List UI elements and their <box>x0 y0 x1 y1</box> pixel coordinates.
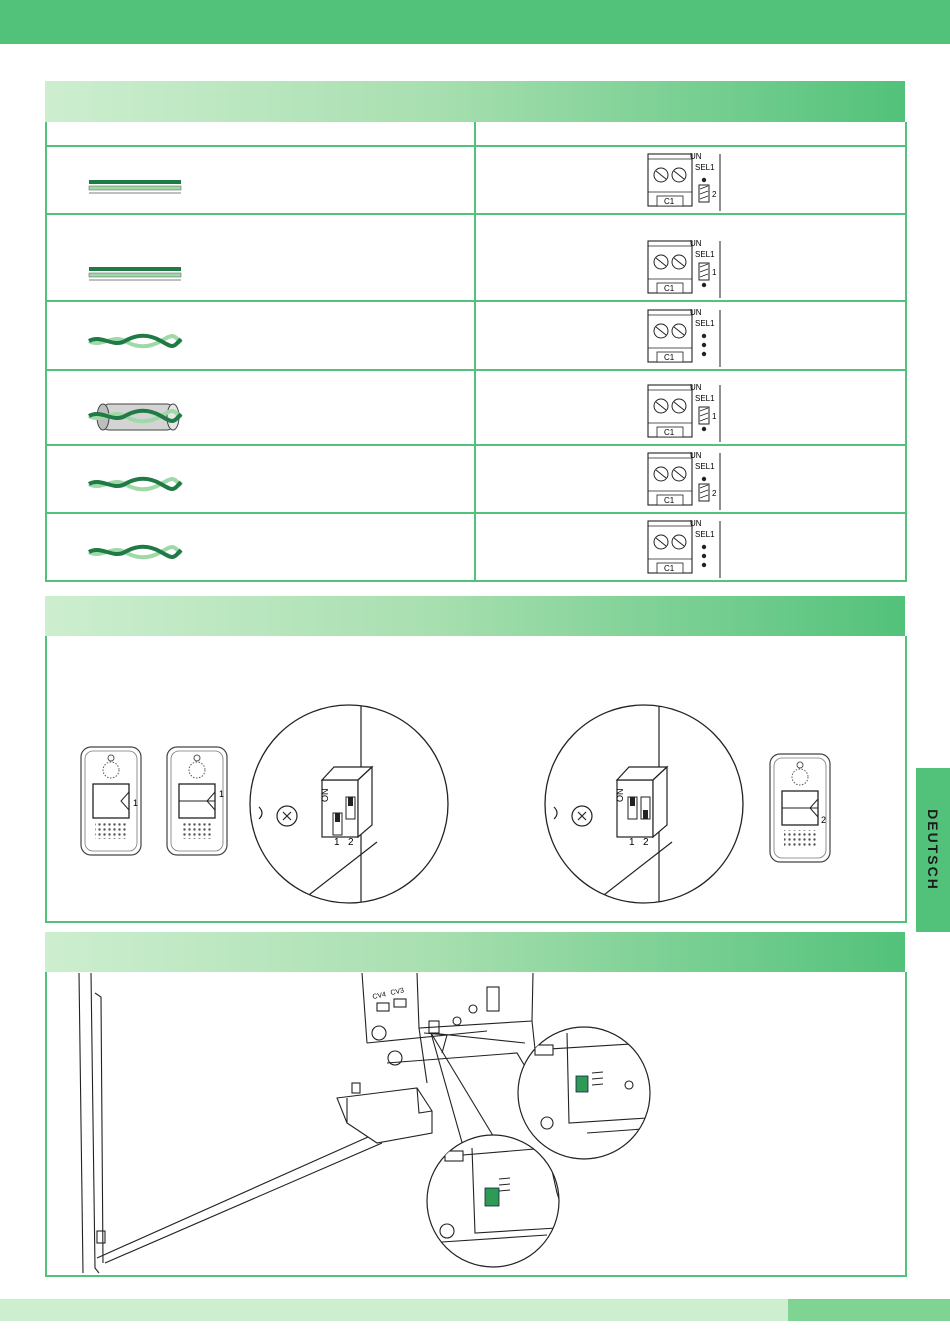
dip-on-label: ON <box>320 788 330 802</box>
un-label: UN <box>690 152 702 161</box>
section-3-header <box>45 932 905 972</box>
dip-switch-illustration <box>47 637 903 920</box>
panel-label: 2 <box>821 815 827 825</box>
sel-label: SEL1 <box>695 462 715 471</box>
jumper-position-label: 1 <box>712 268 717 277</box>
un-label: UN <box>690 383 702 392</box>
sel-label: SEL1 <box>695 530 715 539</box>
bottom-footer-accent <box>788 1299 950 1321</box>
top-header-bar <box>0 0 950 44</box>
section-1-header <box>45 81 905 122</box>
entry-panel-left-a <box>81 747 141 855</box>
entry-panel-right <box>770 754 830 862</box>
un-label: UN <box>690 308 702 317</box>
terminal-label: C1 <box>664 496 675 505</box>
terminal-label: C1 <box>664 284 675 293</box>
un-label: UN <box>690 519 702 528</box>
jumper-position-label: 1 <box>712 412 717 421</box>
jumper-position-label: 2 <box>712 489 717 498</box>
shielded-twisted-cable-icon <box>47 371 474 444</box>
dip-switch-zoom-right <box>545 697 743 917</box>
dip-switch-number: 1 <box>334 837 340 848</box>
sel-label: SEL1 <box>695 250 715 259</box>
section-2-header <box>45 596 905 636</box>
connector-label: CV3 <box>389 987 405 997</box>
terminal-label: C1 <box>664 564 675 573</box>
twisted-pair-cable-icon <box>47 514 474 580</box>
dip-switch-zoom-left <box>250 697 448 917</box>
sel-label: SEL1 <box>695 319 715 328</box>
terminal-label: C1 <box>664 353 675 362</box>
terminal-block-diagram <box>640 371 750 444</box>
dip-switch-number: 2 <box>348 837 354 848</box>
connector-label: CV4 <box>371 991 387 1001</box>
twisted-pair-cable-icon <box>47 446 474 512</box>
terminal-block-diagram <box>640 147 750 213</box>
terminal-block-diagram <box>640 302 750 369</box>
flat-pair-cable-icon <box>47 147 474 213</box>
terminal-block-diagram <box>640 215 750 300</box>
un-label: UN <box>690 451 702 460</box>
dip-switch-number: 2 <box>643 837 649 848</box>
panel-label: 1 <box>219 789 225 799</box>
jumper-zoom-lower <box>427 1135 577 1267</box>
jumper-zoom-upper <box>517 1027 677 1159</box>
panel-label: 1 <box>133 798 139 808</box>
sel-label: SEL1 <box>695 163 715 172</box>
terminal-label: C1 <box>664 428 675 437</box>
entry-panel-left-b <box>167 747 227 855</box>
dip-switch-number: 1 <box>629 837 635 848</box>
terminal-block-diagram <box>640 514 750 580</box>
sel-label: SEL1 <box>695 394 715 403</box>
language-tab-label: DEUTSCH <box>925 809 941 891</box>
dip-on-label: ON <box>615 788 625 802</box>
terminal-label: C1 <box>664 197 675 206</box>
un-label: UN <box>690 239 702 248</box>
flat-pair-cable-icon <box>47 215 474 300</box>
board-jumper-illustration <box>47 973 903 1274</box>
twisted-pair-cable-icon <box>47 302 474 369</box>
jumper-position-label: 2 <box>712 190 717 199</box>
terminal-block-diagram <box>640 446 750 512</box>
language-tab <box>916 768 950 932</box>
